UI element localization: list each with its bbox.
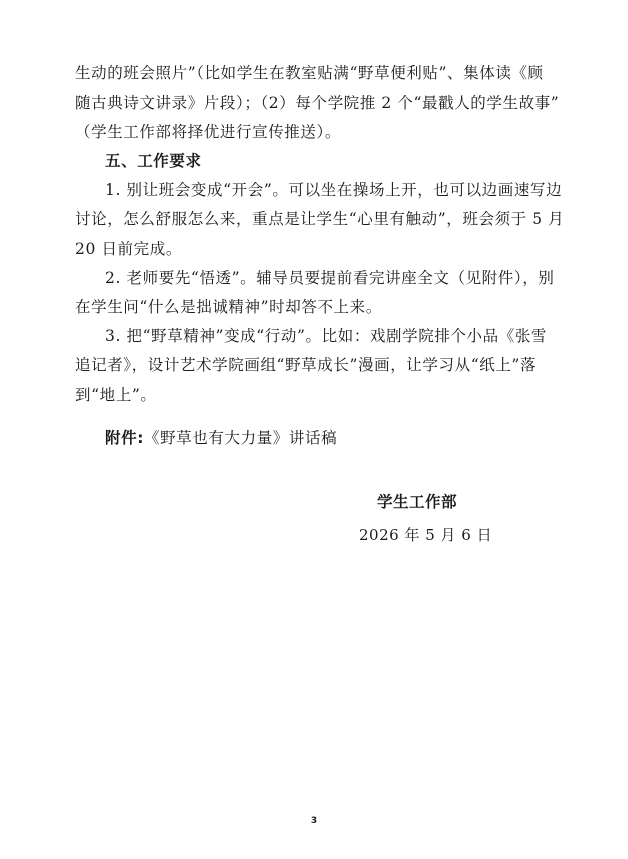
body-line-2: 随古典诗文讲录》片段）；（2）每个学院推 2 个“最戳人的学生故事”	[75, 94, 560, 112]
signature-organization: 学生工作部	[377, 493, 458, 511]
signature-date: 2026 年 5 月 6 日	[359, 526, 493, 544]
requirement-1-line-1: 1. 别让班会变成“开会”。可以坐在操场上开，也可以边画速写边	[105, 181, 563, 199]
body-line-1: 生动的班会照片”（比如学生在教室贴满“野草便利贴”、集体读《顾	[75, 64, 544, 82]
requirement-3-line-1: 3. 把“野草精神”变成“行动”。比如：戏剧学院排个小品《张雪	[105, 327, 548, 345]
attachment-label: 附件:	[105, 429, 144, 447]
requirement-2-line-2: 在学生问“什么是拙诚精神”时却答不上来。	[75, 298, 382, 316]
requirement-1-line-2: 讨论，怎么舒服怎么来，重点是让学生“心里有触动”，班会须于 5 月	[75, 210, 565, 228]
requirement-1-line-3: 20 日前完成。	[75, 240, 182, 258]
requirement-2-line-1: 2. 老师要先“悟透”。辅导员要提前看完讲座全文（见附件），别	[105, 269, 555, 287]
requirement-3-line-2: 追记者》，设计艺术学院画组“野草成长”漫画，让学习从“纸上”落	[75, 356, 537, 374]
attachment-title: 《野草也有大力量》讲话稿	[144, 429, 338, 447]
page-number: 3	[310, 816, 318, 826]
body-line-3: （学生工作部将择优进行宣传推送）。	[75, 123, 341, 141]
requirement-3-line-3: 到“地上”。	[75, 386, 157, 404]
attachment-line	[105, 428, 337, 448]
section-heading-work-requirements: 五、工作要求	[105, 152, 202, 170]
